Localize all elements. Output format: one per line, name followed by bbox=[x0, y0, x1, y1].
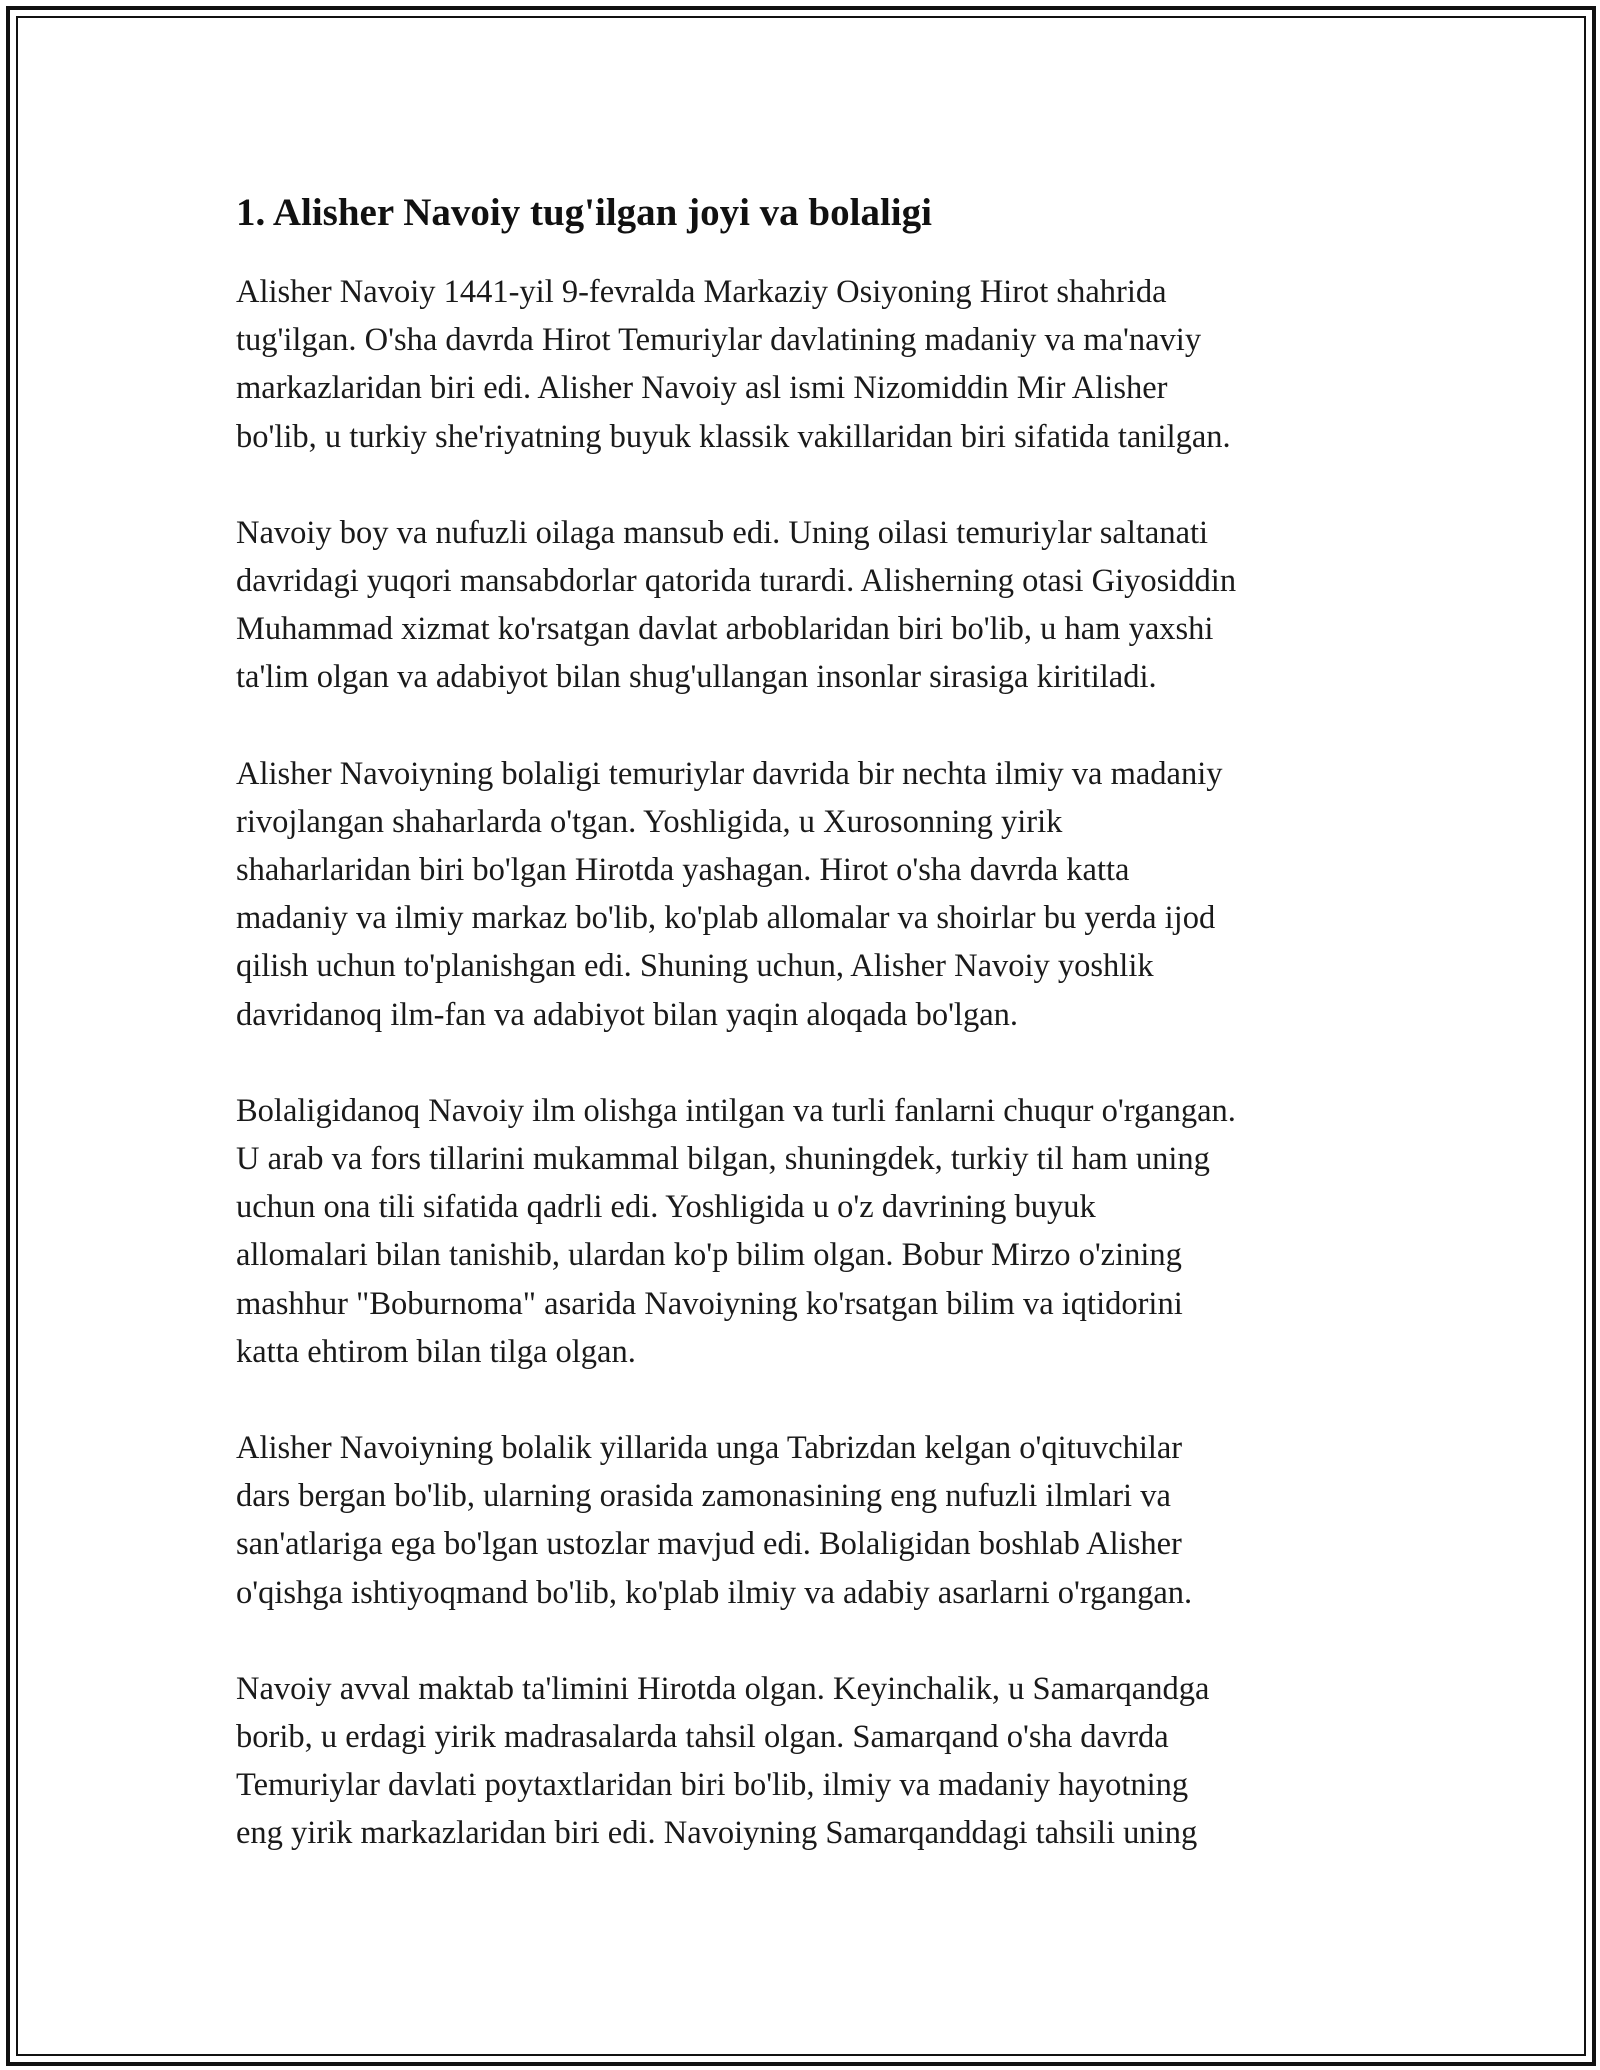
paragraph-line: Muhammad xizmat ko'rsatgan davlat arboblaridan biri bo'lib, u ham yaxshi bbox=[236, 611, 1214, 648]
paragraph-line: Alisher Navoiy 1441-yil 9-fevralda Markaziy Osiyoning Hirot shahrida bbox=[236, 274, 1167, 310]
paragraph-5 bbox=[236, 1424, 1416, 1617]
paragraph-4 bbox=[236, 1087, 1416, 1376]
document-body bbox=[236, 186, 1416, 1858]
paragraph-line: o'qishga ishtiyoqmand bo'lib, ko'plab ilmiy va adabiy asarlarni o'rgangan. bbox=[236, 1574, 1193, 1611]
paragraph-3 bbox=[236, 750, 1416, 1039]
paragraph-line: eng yirik markazlaridan biri edi. Navoiyning Samarqanddagi tahsili uning bbox=[236, 1815, 1198, 1852]
paragraph-line: markazlaridan biri edi. Alisher Navoiy asl ismi Nizomiddin Mir Alisher bbox=[236, 370, 1168, 407]
paragraph-line: borib, u erdagi yirik madrasalarda tahsil olgan. Samarqand o'sha davrda bbox=[236, 1719, 1169, 1756]
paragraph-1 bbox=[236, 268, 1416, 461]
paragraph-line: bo'lib, u turkiy she'riyatning buyuk klassik vakillaridan biri sifatida tanilgan. bbox=[236, 418, 1231, 455]
paragraph-line: Alisher Navoiyning bolalik yillarida unga Tabrizdan kelgan o'qituvchilar bbox=[236, 1430, 1183, 1467]
paragraph-line: U arab va fors tillarini mukammal bilgan, shuningdek, turkiy til ham uning bbox=[236, 1141, 1210, 1178]
paragraph-line: rivojlangan shaharlarda o'tgan. Yoshligida, u Xurosonning yirik bbox=[236, 803, 1063, 840]
paragraph-line: qilish uchun to'planishgan edi. Shuning uchun, Alisher Navoiy yoshlik bbox=[236, 948, 1154, 985]
paragraph-6 bbox=[236, 1665, 1416, 1858]
paragraph-line: Temuriylar davlati poytaxtlaridan biri bo'lib, ilmiy va madaniy hayotning bbox=[236, 1767, 1189, 1804]
paragraph-line: Navoiy avval maktab ta'limini Hirotda olgan. Keyinchalik, u Samarqandga bbox=[236, 1670, 1210, 1707]
paragraph-line: shaharlaridan biri bo'lgan Hirotda yashagan. Hirot o'sha davrda katta bbox=[236, 852, 1130, 889]
paragraph-line: san'atlariga ega bo'lgan ustozlar mavjud edi. Bolaligidan boshlab Alisher bbox=[236, 1526, 1182, 1563]
paragraph-line: ta'lim olgan va adabiyot bilan shug'ullangan insonlar sirasiga kiritiladi. bbox=[236, 659, 1157, 696]
paragraph-line: Bolaligidanoq Navoiy ilm olishga intilgan va turli fanlarni chuqur o'rgangan. bbox=[236, 1092, 1236, 1129]
paragraph-line: katta ehtirom bilan tilga olgan. bbox=[236, 1333, 636, 1370]
paragraph-line: tug'ilgan. O'sha davrda Hirot Temuriylar davlatining madaniy va ma'naviy bbox=[236, 322, 1202, 359]
paragraph-line: uchun ona tili sifatida qadrli edi. Yoshligida u o'z davrining buyuk bbox=[236, 1189, 1096, 1226]
section-heading: 1. Alisher Navoiy tug'ilgan joyi va bolaligi bbox=[236, 191, 932, 234]
paragraph-line: allomalari bilan tanishib, ulardan ko'p bilim olgan. Bobur Mirzo o'zining bbox=[236, 1237, 1182, 1274]
paragraph-line: dars bergan bo'lib, ularning orasida zamonasining eng nufuzli ilmlari va bbox=[236, 1478, 1171, 1515]
paragraph-line: madaniy va ilmiy markaz bo'lib, ko'plab allomalar va shoirlar bu yerda ijod bbox=[236, 900, 1216, 937]
paragraph-line: mashhur "Boburnoma" asarida Navoiyning ko'rsatgan bilim va iqtidorini bbox=[236, 1285, 1183, 1322]
paragraph-line: davridanoq ilm-fan va adabiyot bilan yaqin aloqada bo'lgan. bbox=[236, 996, 1018, 1033]
paragraph-line: Navoiy boy va nufuzli oilaga mansub edi. Uning oilasi temuriylar saltanati bbox=[236, 514, 1209, 551]
paragraph-line: Alisher Navoiyning bolaligi temuriylar davrida bir nechta ilmiy va madaniy bbox=[236, 755, 1223, 792]
paragraph-line: davridagi yuqori mansabdorlar qatorida turardi. Alisherning otasi Giyosiddin bbox=[236, 563, 1237, 600]
paragraph-2 bbox=[236, 509, 1416, 702]
